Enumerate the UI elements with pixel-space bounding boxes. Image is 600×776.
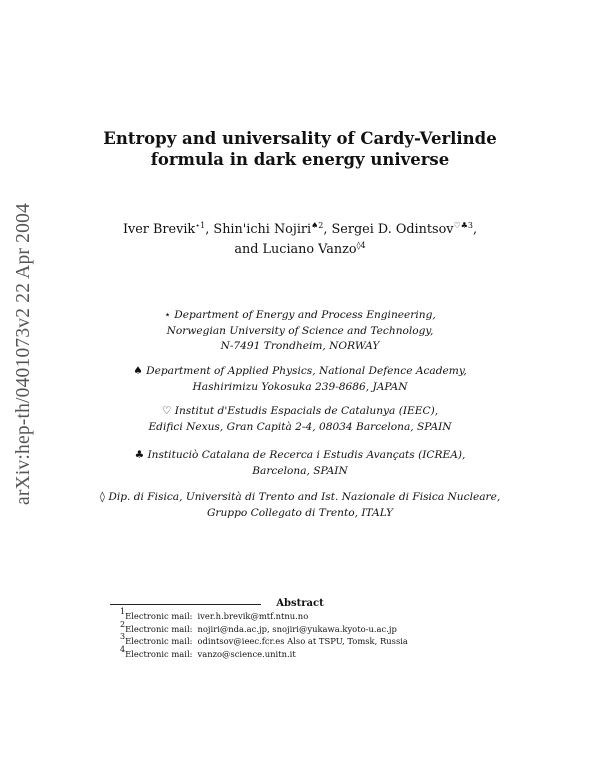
title-line-1: Entropy and universality of Cardy-Verlinde <box>103 129 497 148</box>
affiliation-line: N-7491 Trondheim, NORWAY <box>220 340 380 352</box>
affiliation-symbol: ♡ <box>161 405 172 417</box>
footnote-label: Electronic mail: <box>125 648 193 659</box>
author-mark: ◊4 <box>356 241 366 250</box>
affiliation-symbol: ⋆ <box>164 309 171 321</box>
affiliation-line: Norwegian University of Science and Technology, <box>166 324 434 337</box>
author-line-2 <box>60 240 540 260</box>
affiliation-line: Institut d'Estudis Espacials de Catalunya (IEEC), <box>174 405 439 417</box>
affiliation-5 <box>60 490 540 521</box>
arxiv-identifier: arXiv:hep-th/0401073v2 22 Apr 2004 <box>13 203 34 505</box>
paper-title <box>60 128 540 170</box>
author-prefix: and <box>234 242 263 257</box>
footnote-label: Electronic mail: <box>125 636 193 647</box>
title-line-2: formula in dark energy universe <box>150 150 450 169</box>
affiliation-line: Barcelona, SPAIN <box>252 464 348 477</box>
footnote <box>120 644 540 661</box>
author-name: Shin'ichi Nojiri <box>213 222 312 237</box>
affiliation-2 <box>60 364 540 395</box>
author-mark: ⋆1 <box>195 221 206 230</box>
footnote-text: iver.h.brevik@mtf.ntnu.no <box>197 611 309 621</box>
abstract-heading: Abstract <box>276 598 324 609</box>
arxiv-stamp <box>8 200 48 510</box>
footnote <box>120 607 540 623</box>
affiliation-line: Dip. di Fisica, Università di Trento and Ist. Nazionale di Fisica Nucleare, <box>108 491 501 503</box>
footnote-text: odintsov@ieec.fcr.es Also at TSPU, Tomsk, Russia <box>197 636 408 647</box>
footnote-number: 2 <box>120 619 126 629</box>
author-mark: ♠2 <box>311 221 324 230</box>
footnotes <box>120 607 540 660</box>
affiliation-line: Hashirimizu Yokosuka 239-8686, JAPAN <box>192 380 408 393</box>
footnote-label: Electronic mail: <box>125 611 193 621</box>
footnote-label: Electronic mail: <box>125 623 193 634</box>
affiliation-line: Department of Applied Physics, National Defence Academy, <box>146 365 467 377</box>
footnote-number: 4 <box>120 644 126 654</box>
footnote-number: 3 <box>120 632 126 642</box>
affiliation-3 <box>60 404 540 435</box>
affiliation-1 <box>60 308 540 355</box>
affiliation-symbol: ♠ <box>133 365 143 377</box>
footnote-number: 1 <box>120 607 126 616</box>
author-separator: , <box>205 222 214 237</box>
affiliation-line: Instituciò Catalana de Recerca i Estudis Avançats (ICREA), <box>147 449 466 461</box>
footnote-text: nojiri@nda.ac.jp, snojiri@yukawa.kyoto-u.ac.jp <box>197 623 397 634</box>
author-mark: ♡♣3 <box>453 221 473 230</box>
affiliation-line: Edifici Nexus, Gran Capità 2-4, 08034 Barcelona, SPAIN <box>148 420 452 433</box>
affiliation-symbol: ♣ <box>134 449 145 461</box>
footnote-rule <box>110 604 261 605</box>
affiliation-line: Department of Energy and Process Engineering, <box>174 309 436 321</box>
author-separator: , <box>472 222 478 237</box>
author-line-1 <box>60 220 540 240</box>
footnote-text: vanzo@science.unitn.it <box>197 648 296 659</box>
author-list <box>60 220 540 260</box>
footnote <box>120 619 540 636</box>
author-name: Luciano Vanzo <box>262 242 357 257</box>
affiliation-symbol: ◊ <box>99 491 105 503</box>
author-name: Iver Brevik <box>122 222 196 237</box>
affiliation-4 <box>60 448 540 479</box>
author-separator: , <box>323 222 332 237</box>
affiliation-line: Gruppo Collegato di Trento, ITALY <box>206 506 394 519</box>
footnote <box>120 632 540 648</box>
author-name: Sergei D. Odintsov <box>331 222 454 237</box>
